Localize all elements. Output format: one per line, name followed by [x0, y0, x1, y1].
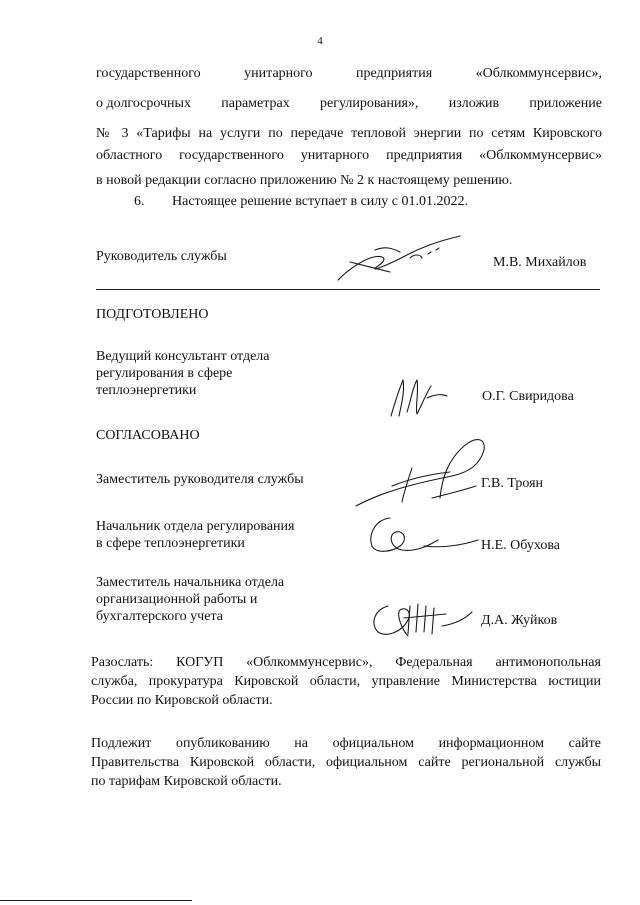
word: КОГУП — [176, 655, 224, 670]
word: «Облкоммунсервис», — [246, 655, 373, 670]
position-line: теплоэнергетики — [96, 383, 197, 398]
head-signature-icon — [330, 228, 470, 288]
continuation-line-5: в новой редакции согласно приложению № 2 к настоящему решению. — [96, 173, 513, 188]
word: о долгосрочных — [96, 96, 191, 111]
prepared-name: О.Г. Свиридова — [482, 389, 574, 404]
signer-2-name: Н.Е. Обухова — [481, 538, 560, 553]
signer-3-position — [96, 574, 284, 625]
signer-3-name: Д.А. Жуйков — [481, 613, 558, 628]
word: опубликованию — [175, 736, 270, 751]
item-number: 6. — [134, 194, 145, 209]
agreed-heading: СОГЛАСОВАНО — [96, 428, 200, 443]
word: регулирования», — [320, 96, 419, 111]
signer-2-signature-icon — [364, 512, 484, 558]
head-title: Руководитель службы — [96, 249, 227, 264]
distribution-line-2: служба, прокуратура Кировской области, управление Министерства юстиции — [91, 674, 601, 689]
continuation-line-1 — [96, 66, 602, 82]
word: Подлежит — [91, 736, 152, 751]
word: Разослать: — [91, 655, 154, 670]
position-line: Ведущий консультант отдела — [96, 349, 270, 364]
position-line: бухгалтерского учета — [96, 609, 223, 624]
signer-1-signature-icon — [352, 428, 492, 512]
continuation-line-3: № 3 «Тарифы на услуги по передаче тепловой энергии по сетям Кировского — [96, 126, 602, 141]
word: антимонопольная — [495, 655, 601, 670]
signer-2-position — [96, 518, 294, 552]
prepared-signature-icon — [383, 372, 453, 424]
position-line: организационной работы и — [96, 592, 258, 607]
item-text: Настоящее решение вступает в силу с 01.01.2022. — [172, 194, 468, 209]
publication-line-2: Правительства Кировской области, официальном сайте региональной службы — [91, 755, 601, 770]
prepared-heading: ПОДГОТОВЛЕНО — [96, 307, 209, 322]
position-line: Заместитель руководителя службы — [96, 472, 304, 487]
word: официальном — [332, 736, 414, 751]
continuation-line-2 — [96, 96, 602, 112]
word: приложение — [529, 96, 602, 111]
word: «Облкоммунсервис», — [475, 66, 602, 81]
separator-line — [96, 289, 600, 290]
word: Федеральная — [395, 655, 473, 670]
word: унитарного — [244, 66, 313, 81]
position-line: регулирования в сфере — [96, 366, 233, 381]
position-line: Начальник отдела регулирования — [96, 519, 295, 534]
distribution-line-1 — [91, 655, 601, 671]
word: изложив — [448, 96, 500, 111]
signer-1-position — [96, 471, 304, 488]
word: предприятия — [356, 66, 433, 81]
publication-line-1 — [91, 736, 601, 752]
signer-1-name: Г.В. Троян — [481, 476, 544, 491]
position-line: в сфере теплоэнергетики — [96, 536, 245, 551]
position-line: Заместитель начальника отдела — [96, 575, 285, 590]
word: сайте — [568, 736, 601, 751]
footer-line — [0, 900, 192, 901]
prepared-position — [96, 348, 270, 399]
head-name: М.В. Михайлов — [493, 255, 587, 270]
word: государственного — [96, 66, 201, 81]
continuation-line-4: областного государственного унитарного предприятия «Облкоммунсервис» — [96, 148, 602, 163]
distribution-line-3: России по Кировской области. — [91, 693, 273, 708]
word: информационном — [438, 736, 544, 751]
publication-line-3: по тарифам Кировской области. — [91, 774, 282, 789]
word: на — [294, 736, 308, 751]
signer-3-signature-icon — [368, 596, 478, 642]
word: параметрах — [221, 96, 290, 111]
page-number: 4 — [317, 35, 323, 47]
